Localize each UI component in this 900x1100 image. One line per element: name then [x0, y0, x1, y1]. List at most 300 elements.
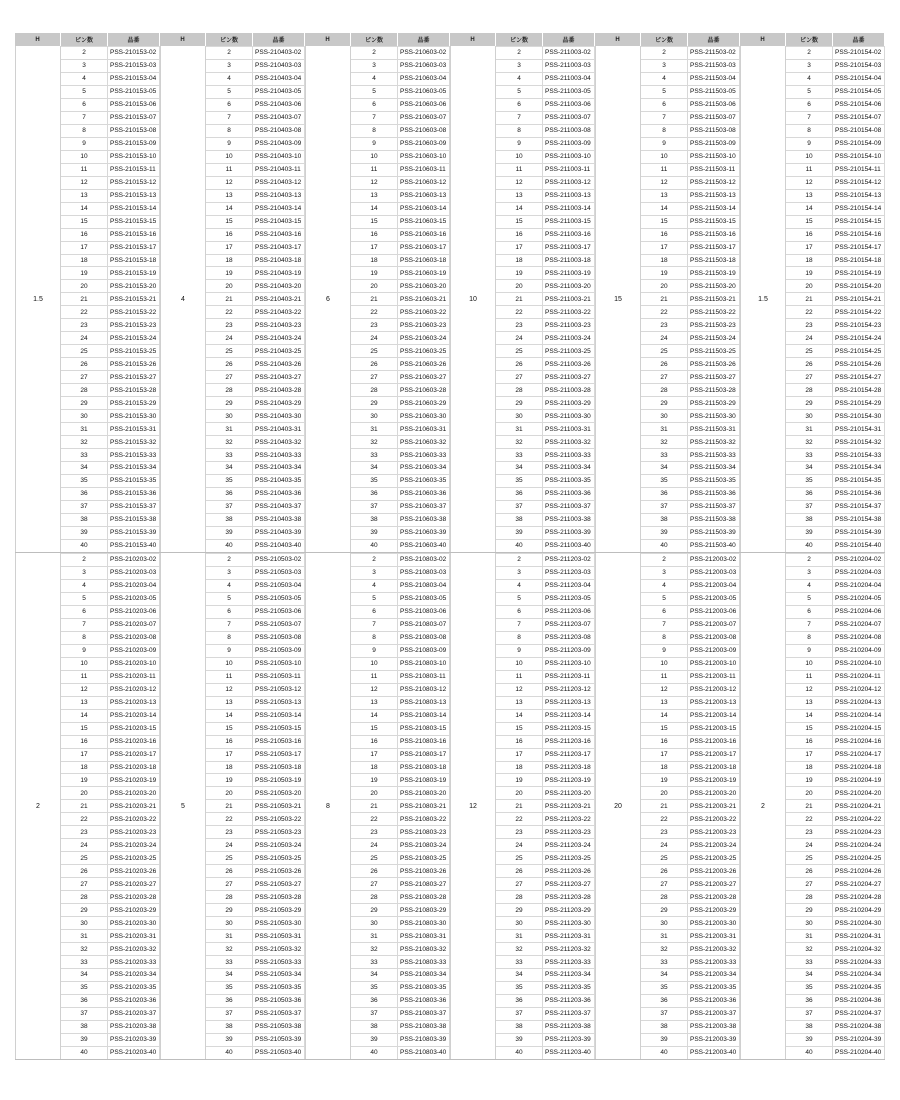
part-number-cell: PSS-210603-28: [398, 384, 450, 396]
pin-count-cell: 34: [496, 462, 543, 474]
pin-count-cell: 25: [61, 345, 108, 357]
pin-count-cell: 13: [206, 190, 253, 202]
pin-count-cell: 37: [496, 1008, 543, 1020]
part-number-cell: PSS-210203-07: [108, 619, 160, 631]
part-number-cell: PSS-211003-24: [543, 332, 595, 344]
part-number-cell: PSS-211003-39: [543, 527, 595, 539]
pin-count-cell: 21: [496, 293, 543, 305]
pin-count-cell: 34: [351, 462, 398, 474]
pin-count-cell: 36: [351, 488, 398, 500]
pin-count-cell: 37: [206, 501, 253, 513]
table-row: [61, 526, 160, 539]
table-row: [641, 1020, 740, 1033]
part-number-cell: PSS-211203-29: [543, 904, 595, 916]
part-number-cell: PSS-210204-22: [833, 813, 885, 825]
pin-count-cell: 16: [786, 229, 833, 241]
table-row: [641, 877, 740, 890]
pin-count-cell: 10: [496, 658, 543, 670]
part-number-cell: PSS-210153-10: [108, 151, 160, 163]
pin-count-cell: 8: [496, 125, 543, 137]
table-row: [496, 683, 595, 696]
table-row: [61, 1046, 160, 1059]
table-row: [786, 513, 885, 526]
pin-count-cell: 35: [351, 475, 398, 487]
table-row: [641, 370, 740, 383]
pin-count-cell: 29: [496, 397, 543, 409]
table-row: [641, 761, 740, 774]
height-group: [740, 46, 885, 553]
table-row: [61, 72, 160, 85]
part-number-cell: PSS-210154-39: [833, 527, 885, 539]
table-row: [496, 292, 595, 305]
table-row: [206, 851, 305, 864]
pin-count-cell: 4: [351, 580, 398, 592]
part-number-cell: PSS-210403-20: [253, 280, 305, 292]
pin-count-cell: 22: [351, 813, 398, 825]
table-row: [206, 163, 305, 176]
table-row: [351, 124, 450, 137]
table-block: [450, 33, 595, 1060]
table-row: [496, 370, 595, 383]
part-number-cell: PSS-210803-32: [398, 943, 450, 955]
table-row: [61, 709, 160, 722]
table-row: [641, 422, 740, 435]
table-row: [351, 500, 450, 513]
part-number-cell: PSS-210203-25: [108, 852, 160, 864]
pin-count-cell: 25: [351, 852, 398, 864]
part-number-cell: PSS-212003-24: [688, 839, 740, 851]
pin-count-cell: 32: [641, 436, 688, 448]
table-row: [351, 305, 450, 318]
pin-count-cell: 30: [61, 917, 108, 929]
table-row: [786, 579, 885, 592]
part-number-cell: PSS-210603-24: [398, 332, 450, 344]
pin-count-cell: 13: [351, 697, 398, 709]
part-number-cell: PSS-212003-09: [688, 645, 740, 657]
table-row: [496, 1033, 595, 1046]
table-row: [641, 812, 740, 825]
part-number-cell: PSS-210603-26: [398, 358, 450, 370]
pin-count-cell: 6: [641, 99, 688, 111]
table-row: [61, 825, 160, 838]
table-row: [206, 812, 305, 825]
height-group: [740, 553, 885, 1060]
table-row: [61, 644, 160, 657]
table-row: [496, 825, 595, 838]
pin-count-cell: 35: [351, 982, 398, 994]
pin-count-cell: 4: [206, 580, 253, 592]
pin-count-cell: 11: [351, 671, 398, 683]
part-number-cell: PSS-210803-06: [398, 606, 450, 618]
pin-count-cell: 22: [786, 306, 833, 318]
pin-count-cell: 33: [641, 449, 688, 461]
pin-count-cell: 23: [351, 826, 398, 838]
pin-count-cell: 4: [641, 73, 688, 85]
part-number-cell: PSS-211503-09: [688, 138, 740, 150]
table-row: [641, 539, 740, 552]
part-number-cell: PSS-210204-38: [833, 1021, 885, 1033]
pin-count-cell: 23: [496, 826, 543, 838]
pin-count-cell: 15: [641, 216, 688, 228]
table-row: [61, 605, 160, 618]
table-row: [641, 241, 740, 254]
pin-count-cell: 31: [351, 423, 398, 435]
part-number-cell: PSS-211203-26: [543, 865, 595, 877]
pin-count-cell: 38: [496, 514, 543, 526]
table-row: [641, 202, 740, 215]
table-row: [496, 279, 595, 292]
table-row: [496, 553, 595, 566]
part-number-cell: PSS-212003-22: [688, 813, 740, 825]
table-row: [351, 1046, 450, 1059]
part-number-cell: PSS-210603-17: [398, 242, 450, 254]
part-number-cell: PSS-211503-17: [688, 242, 740, 254]
pin-count-cell: 19: [786, 267, 833, 279]
table-row: [786, 266, 885, 279]
table-row: [786, 1046, 885, 1059]
part-number-cell: PSS-210603-15: [398, 216, 450, 228]
part-number-cell: PSS-212003-05: [688, 593, 740, 605]
pin-count-cell: 32: [351, 436, 398, 448]
part-number-cell: PSS-210203-12: [108, 684, 160, 696]
part-number-cell: PSS-212003-02: [688, 554, 740, 566]
table-row: [496, 786, 595, 799]
table-row: [351, 357, 450, 370]
table-row: [206, 370, 305, 383]
part-number-cell: PSS-212003-39: [688, 1034, 740, 1046]
table-row: [786, 292, 885, 305]
part-number-cell: PSS-210203-34: [108, 969, 160, 981]
table-row: [786, 163, 885, 176]
pin-count-cell: 13: [641, 697, 688, 709]
part-number-cell: PSS-210803-39: [398, 1034, 450, 1046]
pin-count-cell: 21: [641, 800, 688, 812]
pin-count-cell: 34: [786, 462, 833, 474]
part-number-cell: PSS-210153-20: [108, 280, 160, 292]
pin-count-cell: 33: [786, 956, 833, 968]
pin-count-cell: 37: [61, 1008, 108, 1020]
header-row: [160, 33, 305, 46]
table-row: [351, 487, 450, 500]
part-number-cell: PSS-211203-34: [543, 969, 595, 981]
part-number-cell: PSS-210154-12: [833, 177, 885, 189]
table-row: [496, 566, 595, 579]
table-row: [61, 579, 160, 592]
table-block: [15, 33, 160, 1060]
table-row: [61, 98, 160, 111]
part-number-cell: PSS-210803-22: [398, 813, 450, 825]
pin-count-cell: 17: [351, 749, 398, 761]
table-row: [496, 266, 595, 279]
table-row: [61, 331, 160, 344]
part-number-cell: PSS-210803-16: [398, 736, 450, 748]
pin-count-cell: 29: [206, 904, 253, 916]
part-number-cell: PSS-210204-04: [833, 580, 885, 592]
pin-count-cell: 2: [351, 554, 398, 566]
part-number-cell: PSS-210403-10: [253, 151, 305, 163]
table-row: [206, 877, 305, 890]
part-number-cell: PSS-211003-20: [543, 280, 595, 292]
part-number-cell: PSS-210153-18: [108, 255, 160, 267]
part-number-cell: PSS-211003-28: [543, 384, 595, 396]
table-row: [641, 396, 740, 409]
part-number-cell: PSS-212003-08: [688, 632, 740, 644]
pin-count-cell: 20: [496, 787, 543, 799]
part-number-cell: PSS-210154-22: [833, 306, 885, 318]
table-row: [351, 566, 450, 579]
part-number-cell: PSS-211003-06: [543, 99, 595, 111]
table-row: [206, 59, 305, 72]
table-row: [786, 370, 885, 383]
part-number-cell: PSS-210204-26: [833, 865, 885, 877]
pin-count-cell: 39: [496, 527, 543, 539]
part-number-cell: PSS-210153-26: [108, 358, 160, 370]
table-row: [61, 696, 160, 709]
pin-count-cell: 24: [351, 332, 398, 344]
table-row: [61, 1033, 160, 1046]
pin-count-cell: 18: [786, 762, 833, 774]
part-number-cell: PSS-211203-10: [543, 658, 595, 670]
table-row: [206, 526, 305, 539]
table-row: [641, 1046, 740, 1059]
pin-count-cell: 30: [641, 917, 688, 929]
table-row: [786, 968, 885, 981]
part-number-cell: PSS-210803-02: [398, 554, 450, 566]
pin-count-cell: 28: [496, 891, 543, 903]
part-number-cell: PSS-212003-20: [688, 787, 740, 799]
part-number-cell: PSS-210154-13: [833, 190, 885, 202]
table-row: [351, 773, 450, 786]
height-value: 12: [450, 553, 496, 1059]
table-row: [61, 916, 160, 929]
part-number-cell: PSS-210603-39: [398, 527, 450, 539]
pin-count-cell: 25: [786, 345, 833, 357]
pin-count-cell: 2: [351, 47, 398, 59]
part-number-cell: PSS-210803-29: [398, 904, 450, 916]
table-row: [496, 124, 595, 137]
table-row: [206, 318, 305, 331]
table-row: [206, 409, 305, 422]
pin-count-cell: 36: [641, 995, 688, 1007]
part-number-cell: PSS-210603-20: [398, 280, 450, 292]
pin-count-cell: 35: [206, 475, 253, 487]
pin-count-cell: 34: [206, 462, 253, 474]
pin-count-cell: 26: [351, 358, 398, 370]
pin-count-cell: 23: [496, 319, 543, 331]
pin-count-cell: 39: [641, 1034, 688, 1046]
table-row: [351, 825, 450, 838]
part-number-cell: PSS-210153-11: [108, 164, 160, 176]
table-row: [496, 72, 595, 85]
part-number-cell: PSS-211503-10: [688, 151, 740, 163]
part-number-cell: PSS-210603-35: [398, 475, 450, 487]
pin-count-cell: 8: [206, 125, 253, 137]
part-number-cell: PSS-210204-13: [833, 697, 885, 709]
pin-count-cell: 2: [206, 47, 253, 59]
table-row: [351, 331, 450, 344]
part-number-cell: PSS-211503-05: [688, 86, 740, 98]
table-row: [786, 241, 885, 254]
table-row: [496, 318, 595, 331]
pin-count-cell: 13: [61, 697, 108, 709]
part-number-cell: PSS-210403-40: [253, 540, 305, 552]
table-row: [786, 773, 885, 786]
table-row: [351, 292, 450, 305]
table-row: [206, 981, 305, 994]
part-number-cell: PSS-211503-11: [688, 164, 740, 176]
pin-count-cell: 28: [786, 384, 833, 396]
pin-count-cell: 23: [641, 826, 688, 838]
table-row: [351, 968, 450, 981]
part-number-cell: PSS-210154-28: [833, 384, 885, 396]
part-number-cell: PSS-210403-12: [253, 177, 305, 189]
group-rows: [351, 553, 450, 1059]
part-number-cell: PSS-210153-12: [108, 177, 160, 189]
part-number-cell: PSS-210154-36: [833, 488, 885, 500]
table-row: [351, 370, 450, 383]
part-number-cell: PSS-210503-24: [253, 839, 305, 851]
height-value: 4: [160, 46, 206, 552]
header-h: H: [160, 33, 206, 46]
pin-count-cell: 25: [641, 852, 688, 864]
table-row: [786, 383, 885, 396]
part-number-cell: PSS-210803-09: [398, 645, 450, 657]
pin-count-cell: 29: [351, 904, 398, 916]
part-number-cell: PSS-210803-38: [398, 1021, 450, 1033]
header-row: [15, 33, 160, 46]
pin-count-cell: 38: [641, 514, 688, 526]
table-row: [206, 929, 305, 942]
part-number-cell: PSS-210403-29: [253, 397, 305, 409]
table-row: [641, 357, 740, 370]
pin-count-cell: 31: [351, 930, 398, 942]
table-row: [641, 890, 740, 903]
pin-count-cell: 15: [206, 723, 253, 735]
part-number-cell: PSS-210603-30: [398, 410, 450, 422]
part-number-cell: PSS-210503-09: [253, 645, 305, 657]
part-number-cell: PSS-210154-14: [833, 203, 885, 215]
table-row: [206, 864, 305, 877]
pin-count-cell: 22: [786, 813, 833, 825]
part-number-cell: PSS-210503-17: [253, 749, 305, 761]
table-block: [305, 33, 450, 1060]
part-number-cell: PSS-210803-27: [398, 878, 450, 890]
group-rows: [786, 46, 885, 552]
part-number-cell: PSS-210203-30: [108, 917, 160, 929]
part-number-cell: PSS-210154-30: [833, 410, 885, 422]
table-row: [351, 877, 450, 890]
table-row: [61, 838, 160, 851]
pin-count-cell: 33: [206, 449, 253, 461]
part-number-cell: PSS-210803-35: [398, 982, 450, 994]
pin-count-cell: 32: [496, 436, 543, 448]
table-row: [351, 929, 450, 942]
part-number-cell: PSS-210153-13: [108, 190, 160, 202]
table-row: [496, 85, 595, 98]
part-number-cell: PSS-210503-16: [253, 736, 305, 748]
part-number-cell: PSS-210204-23: [833, 826, 885, 838]
pin-count-cell: 24: [206, 332, 253, 344]
table-row: [786, 1020, 885, 1033]
pin-count-cell: 20: [786, 787, 833, 799]
part-number-cell: PSS-211503-36: [688, 488, 740, 500]
pin-count-cell: 32: [61, 436, 108, 448]
table-row: [61, 955, 160, 968]
part-number-cell: PSS-211203-12: [543, 684, 595, 696]
table-row: [496, 670, 595, 683]
pin-count-cell: 23: [61, 319, 108, 331]
table-row: [61, 305, 160, 318]
table-row: [496, 1046, 595, 1059]
pin-count-cell: 14: [206, 203, 253, 215]
part-number-cell: PSS-211503-18: [688, 255, 740, 267]
table-row: [641, 176, 740, 189]
pin-count-cell: 5: [641, 593, 688, 605]
pin-count-cell: 30: [206, 917, 253, 929]
part-number-cell: PSS-210503-20: [253, 787, 305, 799]
table-row: [206, 305, 305, 318]
table-row: [496, 254, 595, 267]
part-number-cell: PSS-211203-18: [543, 762, 595, 774]
part-number-cell: PSS-210153-14: [108, 203, 160, 215]
part-number-cell: PSS-210803-25: [398, 852, 450, 864]
table-row: [206, 279, 305, 292]
table-row: [61, 228, 160, 241]
table-row: [496, 916, 595, 929]
pin-count-cell: 17: [786, 242, 833, 254]
table-row: [496, 487, 595, 500]
part-number-cell: PSS-210803-31: [398, 930, 450, 942]
part-number-cell: PSS-210403-16: [253, 229, 305, 241]
table-row: [641, 409, 740, 422]
table-row: [61, 266, 160, 279]
table-row: [786, 176, 885, 189]
table-row: [641, 487, 740, 500]
pin-count-cell: 34: [641, 969, 688, 981]
part-number-cell: PSS-210803-12: [398, 684, 450, 696]
table-row: [641, 150, 740, 163]
table-row: [351, 513, 450, 526]
header-part-number: 品番: [398, 33, 450, 46]
header-row: [740, 33, 885, 46]
pin-count-cell: 26: [496, 865, 543, 877]
table-row: [61, 85, 160, 98]
part-number-cell: PSS-212003-30: [688, 917, 740, 929]
part-number-cell: PSS-210803-37: [398, 1008, 450, 1020]
pin-count-cell: 6: [206, 99, 253, 111]
table-row: [496, 864, 595, 877]
table-row: [351, 696, 450, 709]
pin-count-cell: 30: [206, 410, 253, 422]
part-number-cell: PSS-210153-30: [108, 410, 160, 422]
group-rows: [206, 46, 305, 552]
part-number-cell: PSS-210153-19: [108, 267, 160, 279]
table-row: [786, 799, 885, 812]
pin-count-cell: 12: [351, 684, 398, 696]
table-row: [786, 735, 885, 748]
table-row: [641, 916, 740, 929]
table-row: [206, 773, 305, 786]
part-number-cell: PSS-211003-18: [543, 255, 595, 267]
part-number-cell: PSS-210154-05: [833, 86, 885, 98]
pin-count-cell: 35: [786, 982, 833, 994]
pin-count-cell: 35: [61, 475, 108, 487]
part-number-cell: PSS-210153-37: [108, 501, 160, 513]
part-number-cell: PSS-210603-34: [398, 462, 450, 474]
pin-count-cell: 27: [61, 371, 108, 383]
pin-count-cell: 6: [351, 99, 398, 111]
part-number-cell: PSS-211503-34: [688, 462, 740, 474]
